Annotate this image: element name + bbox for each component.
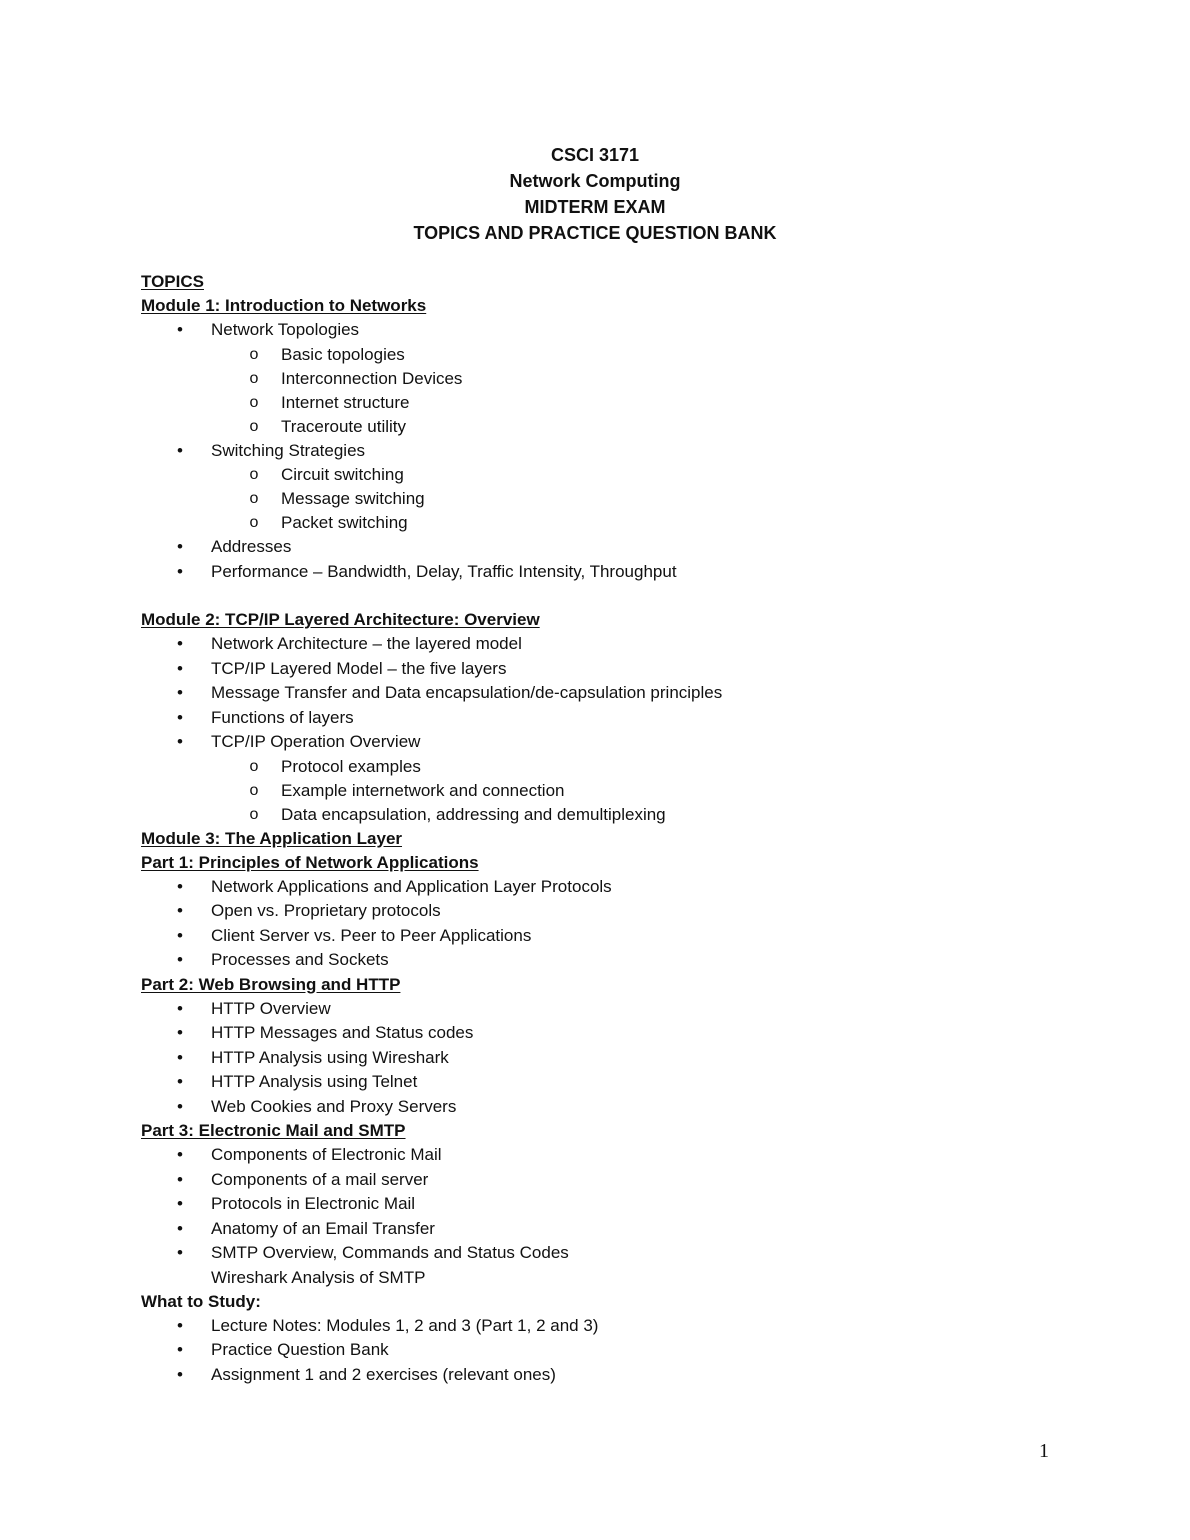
- list-item: [141, 1070, 1081, 1095]
- sublist-item: [141, 511, 1081, 535]
- list-item-label: Components of a mail server: [211, 1169, 429, 1189]
- list-item: [141, 1143, 1081, 1168]
- bullet-icon: •: [177, 1145, 183, 1164]
- list-item: [141, 1363, 1081, 1388]
- list-item-label: TCP/IP Operation Overview: [211, 732, 421, 751]
- sublist-item: [141, 755, 1081, 779]
- sub-bullet-icon: o: [249, 514, 259, 531]
- list-item-label: HTTP Analysis using Telnet: [211, 1072, 418, 1091]
- sub-bullet-icon: o: [249, 393, 259, 411]
- sub-bullet-icon: o: [249, 345, 259, 363]
- bullet-icon: •: [177, 1047, 183, 1067]
- bullet-icon: •: [177, 1218, 183, 1238]
- bullet-icon: •: [177, 950, 183, 969]
- list-item-label: Anatomy of an Email Transfer: [211, 1218, 435, 1238]
- list-item: [141, 706, 1081, 731]
- part2-heading: Part 2: Web Browsing and HTTP: [141, 974, 401, 994]
- module2-heading: Module 2: TCP/IP Layered Architecture: Overview: [141, 610, 540, 629]
- course-code: CSCI 3171: [550, 145, 640, 165]
- title-block: [0, 142, 1190, 246]
- bullet-icon: •: [177, 1364, 183, 1384]
- list-item-label: Client Server vs. Peer to Peer Applications: [211, 925, 532, 945]
- list-item: [141, 657, 1081, 682]
- sub-bullet-icon: o: [249, 466, 259, 483]
- list-item-label: Open vs. Proprietary protocols: [211, 901, 441, 920]
- what-to-study-list: [141, 1314, 1081, 1388]
- list-item: [141, 875, 1081, 900]
- list-item: [141, 1338, 1081, 1363]
- list-item-label: Performance – Bandwidth, Delay, Traffic Intensity, Throughput: [211, 561, 677, 581]
- sublist-item-label: Packet switching: [281, 513, 408, 532]
- part3-list: [141, 1143, 1081, 1266]
- list-item-label: Lecture Notes: Modules 1, 2 and 3 (Part 1, 2 and 3): [211, 1315, 599, 1335]
- sublist-item-label: Circuit switching: [281, 465, 404, 484]
- sublist-item-label: Message switching: [281, 489, 425, 508]
- bullet-icon: •: [177, 658, 183, 678]
- bullet-icon: •: [177, 561, 183, 581]
- bullet-icon: •: [177, 537, 183, 556]
- sublist-item: [141, 367, 1081, 391]
- module2-list: [141, 632, 1081, 827]
- bullet-icon: •: [177, 732, 183, 751]
- bullet-icon: •: [177, 440, 183, 460]
- list-item-label: Functions of layers: [211, 707, 354, 727]
- sublist-item: [141, 803, 1081, 827]
- list-item-label: Network Topologies: [211, 320, 360, 339]
- list-item-label: Web Cookies and Proxy Servers: [211, 1096, 457, 1116]
- sublist: [141, 343, 1081, 439]
- list-item-label: SMTP Overview, Commands and Status Codes: [211, 1243, 569, 1262]
- sublist-item: [141, 487, 1081, 511]
- sublist-item-label: Internet structure: [281, 392, 410, 412]
- list-item-label: Switching Strategies: [211, 440, 366, 460]
- sublist-item-label: Protocol examples: [281, 756, 421, 776]
- module3-heading: Module 3: The Application Layer: [141, 828, 403, 848]
- bullet-icon: •: [177, 707, 183, 727]
- list-item: [141, 1168, 1081, 1193]
- page-number: 1: [1039, 1440, 1049, 1462]
- bullet-icon: •: [177, 1243, 183, 1262]
- sublist-item-label: Basic topologies: [281, 344, 405, 364]
- sublist-item-label: Example internetwork and connection: [281, 780, 565, 800]
- module1-heading: Module 1: Introduction to Networks: [141, 296, 427, 315]
- list-item: [141, 632, 1081, 657]
- list-item: [141, 730, 1081, 827]
- list-item: [141, 318, 1081, 439]
- course-name: Network Computing: [509, 171, 681, 191]
- bullet-icon: •: [177, 925, 183, 945]
- list-item-label: Message Transfer and Data encapsulation/de-capsulation principles: [211, 683, 723, 702]
- list-item: [141, 1241, 1081, 1266]
- sublist-item: [141, 779, 1081, 803]
- sublist: [141, 463, 1081, 535]
- bullet-icon: •: [177, 1315, 183, 1335]
- list-item-label: HTTP Analysis using Wireshark: [211, 1047, 449, 1067]
- bullet-icon: •: [177, 1096, 183, 1116]
- list-item: [141, 1021, 1081, 1046]
- list-item: [141, 1192, 1081, 1217]
- bullet-icon: •: [177, 1072, 183, 1091]
- part2-list: [141, 997, 1081, 1120]
- part1-heading: Part 1: Principles of Network Applications: [141, 852, 479, 872]
- list-item: [141, 439, 1081, 536]
- sublist-item: [141, 415, 1081, 439]
- list-item: [141, 997, 1081, 1022]
- document-title: TOPICS AND PRACTICE QUESTION BANK: [413, 223, 777, 243]
- sub-bullet-icon: o: [249, 757, 259, 775]
- sublist-item: [141, 391, 1081, 415]
- list-item: [141, 681, 1081, 706]
- sublist: [141, 755, 1081, 827]
- list-item-label: Assignment 1 and 2 exercises (relevant ones): [211, 1364, 556, 1384]
- list-item-label: Practice Question Bank: [211, 1340, 389, 1359]
- bullet-icon: •: [177, 683, 183, 702]
- sublist-item-label: Data encapsulation, addressing and demultiplexing: [281, 804, 666, 824]
- sublist-item-label: Traceroute utility: [281, 416, 407, 436]
- sublist-item: [141, 343, 1081, 367]
- bullet-icon: •: [177, 320, 183, 339]
- list-item-label: HTTP Messages and Status codes: [211, 1023, 474, 1042]
- topics-heading: TOPICS: [141, 272, 204, 291]
- part1-list: [141, 875, 1081, 973]
- list-item: [141, 560, 1081, 585]
- list-item: [141, 535, 1081, 560]
- sub-bullet-icon: o: [249, 417, 259, 435]
- list-item: [141, 1217, 1081, 1242]
- bullet-icon: •: [177, 1169, 183, 1189]
- list-item: [141, 1095, 1081, 1120]
- sub-bullet-icon: o: [249, 781, 259, 799]
- sublist-item: [141, 463, 1081, 487]
- list-item-label: Addresses: [211, 537, 292, 556]
- list-item-continuation: Wireshark Analysis of SMTP: [211, 1267, 426, 1287]
- sub-bullet-icon: o: [249, 369, 259, 387]
- module1-list: [141, 318, 1081, 584]
- list-item-label: Protocols in Electronic Mail: [211, 1194, 416, 1213]
- list-item-label: Processes and Sockets: [211, 950, 389, 969]
- bullet-icon: •: [177, 876, 183, 896]
- bullet-icon: •: [177, 634, 183, 653]
- list-item-label: Network Applications and Application Layer Protocols: [211, 876, 612, 896]
- list-item: [141, 948, 1081, 973]
- exam-name: MIDTERM EXAM: [524, 197, 666, 217]
- bullet-icon: •: [177, 1340, 183, 1359]
- sub-bullet-icon: o: [249, 805, 259, 823]
- list-item: [141, 1314, 1081, 1339]
- part3-heading: Part 3: Electronic Mail and SMTP: [141, 1121, 406, 1140]
- list-item: [141, 1046, 1081, 1071]
- topics-content: [141, 270, 1081, 1387]
- list-item-label: Components of Electronic Mail: [211, 1145, 442, 1164]
- bullet-icon: •: [177, 998, 183, 1018]
- bullet-icon: •: [177, 1023, 183, 1042]
- sub-bullet-icon: o: [249, 490, 259, 507]
- bullet-icon: •: [177, 901, 183, 920]
- what-to-study-heading: What to Study:: [141, 1291, 261, 1311]
- list-item-label: Network Architecture – the layered model: [211, 634, 522, 653]
- list-item-label: HTTP Overview: [211, 998, 331, 1018]
- list-item: [141, 924, 1081, 949]
- bullet-icon: •: [177, 1194, 183, 1213]
- sublist-item-label: Interconnection Devices: [281, 368, 463, 388]
- list-item: [141, 899, 1081, 924]
- list-item-label: TCP/IP Layered Model – the five layers: [211, 658, 507, 678]
